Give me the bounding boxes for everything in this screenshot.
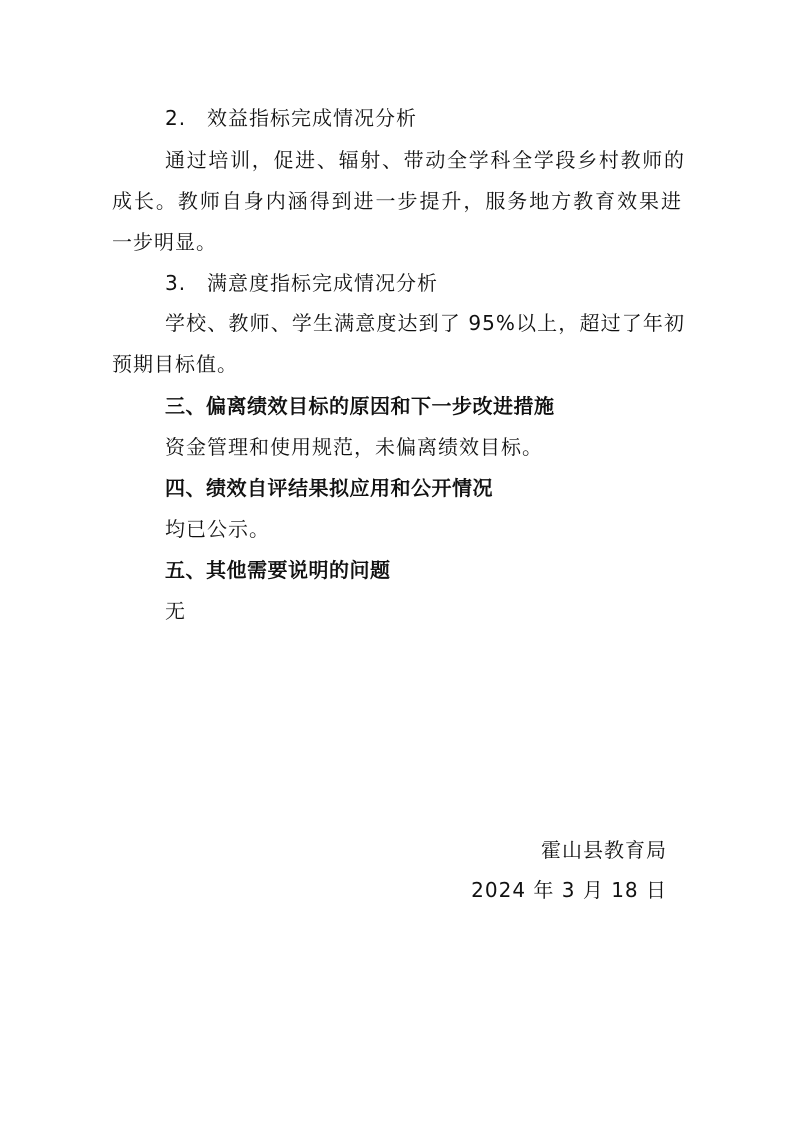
paragraph-line: 一步明显。 xyxy=(112,230,217,254)
paragraph-line: 学校、教师、学生满意度达到了 95%以上，超过了年初 xyxy=(165,311,685,335)
subheading-number: 3. xyxy=(165,271,187,295)
signature-organization: 霍山县教育局 xyxy=(541,838,667,862)
paragraph-line: 成长。教师自身内涵得到进一步提升，服务地方教育效果进 xyxy=(112,189,682,213)
section-heading-five: 五、其他需要说明的问题 xyxy=(165,558,391,582)
paragraph-line: 资金管理和使用规范，未偏离绩效目标。 xyxy=(165,435,543,459)
paragraph-line: 均已公示。 xyxy=(165,517,270,541)
subheading-satisfaction-indicators xyxy=(165,270,685,296)
paragraph-line: 无 xyxy=(165,599,186,623)
section-heading-four: 四、绩效自评结果拟应用和公开情况 xyxy=(165,476,493,500)
paragraph-line: 通过培训，促进、辐射、带动全学科全学段乡村教师的 xyxy=(165,148,685,172)
subheading-title: 效益指标完成情况分析 xyxy=(207,106,417,130)
subheading-benefit-indicators xyxy=(165,105,685,131)
subheading-title: 满意度指标完成情况分析 xyxy=(207,271,438,295)
paragraph-line: 预期目标值。 xyxy=(112,352,238,376)
subheading-number: 2. xyxy=(165,106,187,130)
section-heading-three: 三、偏离绩效目标的原因和下一步改进措施 xyxy=(165,394,555,418)
signature-date: 2024 年 3 月 18 日 xyxy=(471,878,667,902)
